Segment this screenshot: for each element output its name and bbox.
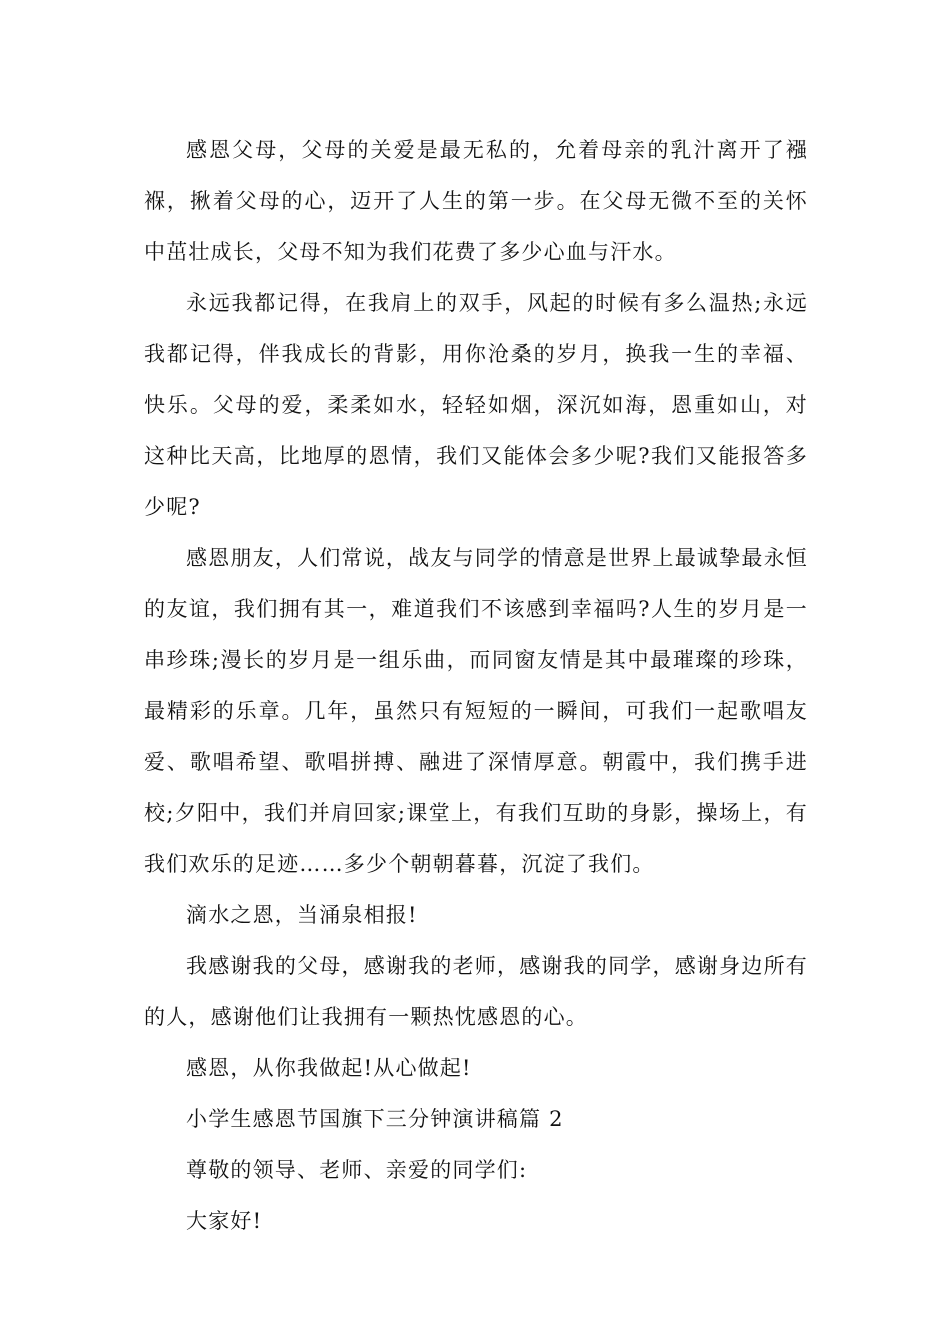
section-heading: 小学生感恩节国旗下三分钟演讲稿篇 2 [186,1107,564,1131]
paragraph-thank-parents: 感恩父母，父母的关爱是最无私的，允着母亲的乳汁离开了襁褓，揪着父母的心，迈开了人生的第一步。在父母无微不至的关怀中茁壮成长，父母不知为我们花费了多少心血与汗水。 [144,138,808,264]
document-body [144,125,808,1247]
paragraph-repay-kindness: 滴水之恩，当涌泉相报! [186,903,418,927]
greeting: 大家好! [186,1209,263,1233]
paragraph-thank-everyone: 我感谢我的父母，感谢我的老师，感谢我的同学，感谢身边所有的人，感谢他们让我拥有一颗热忱感恩的心。 [144,954,808,1029]
paragraph-thank-friends: 感恩朋友，人们常说，战友与同学的情意是世界上最诚挚最永恒的友谊，我们拥有其一，难道我们不该感到幸福吗?人生的岁月是一串珍珠;漫长的岁月是一组乐曲，而同窗友情是其中最璀璨的珍珠，最精彩的乐章。几年，虽然只有短短的一瞬间，可我们一起歌唱友爱、歌唱希望、歌唱拼搏、融进了深情厚意。朝霞中，我们携手进校;夕阳中，我们并肩回家;课堂上，有我们互助的身影，操场上，有我们欢乐的足迹……多少个朝朝暮暮，沉淀了我们。 [144,546,808,876]
paragraph-start-from-self: 感恩，从你我做起!从心做起! [186,1056,472,1080]
salutation: 尊敬的领导、老师、亲爱的同学们: [186,1158,528,1182]
paragraph-remember-forever: 永远我都记得，在我肩上的双手，风起的时候有多么温热;永远我都记得，伴我成长的背影，用你沧桑的岁月，换我一生的幸福、快乐。父母的爱，柔柔如水，轻轻如烟，深沉如海，恩重如山，对这种比天高，比地厚的恩情，我们又能体会多少呢?我们又能报答多少呢? [144,291,808,519]
